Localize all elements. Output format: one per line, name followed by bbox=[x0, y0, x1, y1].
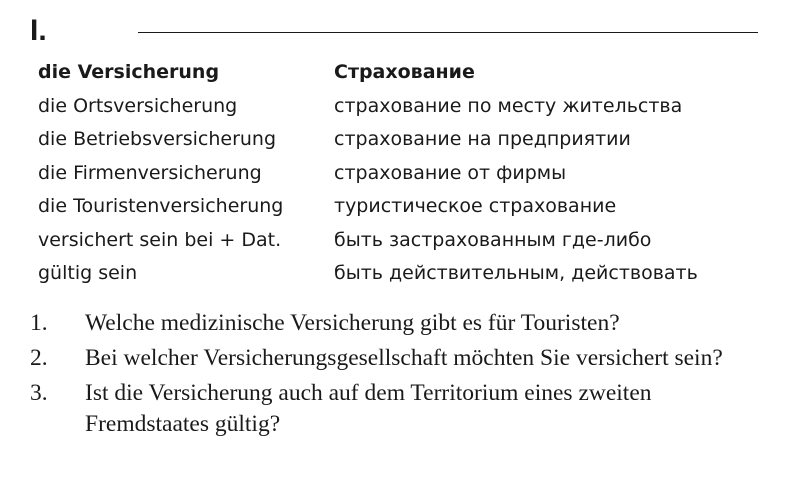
vocabulary-header-row bbox=[38, 56, 698, 90]
term-russian: быть застрахованным где-либо bbox=[334, 228, 652, 251]
question-text: Ist die Versicherung auch auf dem Territorium eines zweiten Fremdstaates gültig? bbox=[85, 380, 652, 437]
question-number: 1. bbox=[30, 310, 48, 336]
vocabulary-table bbox=[38, 56, 698, 291]
question-text: Welche medizinische Versicherung gibt es für Touristen? bbox=[85, 310, 620, 336]
term-russian: страхование по месту жительства bbox=[334, 94, 683, 117]
question-list bbox=[30, 308, 770, 444]
term-german: die Ortsversicherung bbox=[38, 94, 238, 117]
vocabulary-row bbox=[38, 190, 698, 224]
section-marker: I. bbox=[30, 14, 47, 47]
header-rule bbox=[138, 32, 758, 33]
question-item bbox=[30, 308, 770, 339]
term-russian: туристическое страхование bbox=[334, 195, 617, 217]
question-item bbox=[30, 343, 770, 374]
vocabulary-row bbox=[38, 90, 698, 124]
vocabulary-row bbox=[38, 257, 698, 291]
question-text: Bei welcher Versicherungsgesellschaft möchten Sie versichert sein? bbox=[85, 345, 723, 371]
question-number: 3. bbox=[30, 380, 48, 406]
term-german: die Touristenversicherung bbox=[38, 195, 284, 217]
vocabulary-row bbox=[38, 123, 698, 157]
term-russian: быть действительным, действовать bbox=[334, 262, 698, 284]
question-item bbox=[30, 378, 770, 440]
header-russian: Страхование bbox=[334, 61, 475, 83]
term-german: gültig sein bbox=[38, 262, 138, 284]
term-german: versichert sein bei + Dat. bbox=[38, 228, 282, 251]
header-german: die Versicherung bbox=[38, 61, 220, 83]
question-number: 2. bbox=[30, 345, 48, 371]
vocabulary-row bbox=[38, 157, 698, 191]
term-russian: страхование от фирмы bbox=[334, 161, 567, 184]
term-german: die Firmenversicherung bbox=[38, 161, 262, 184]
term-russian: страхование на предприятии bbox=[334, 128, 631, 150]
term-german: die Betriebsversicherung bbox=[38, 128, 277, 150]
vocabulary-row bbox=[38, 224, 698, 258]
